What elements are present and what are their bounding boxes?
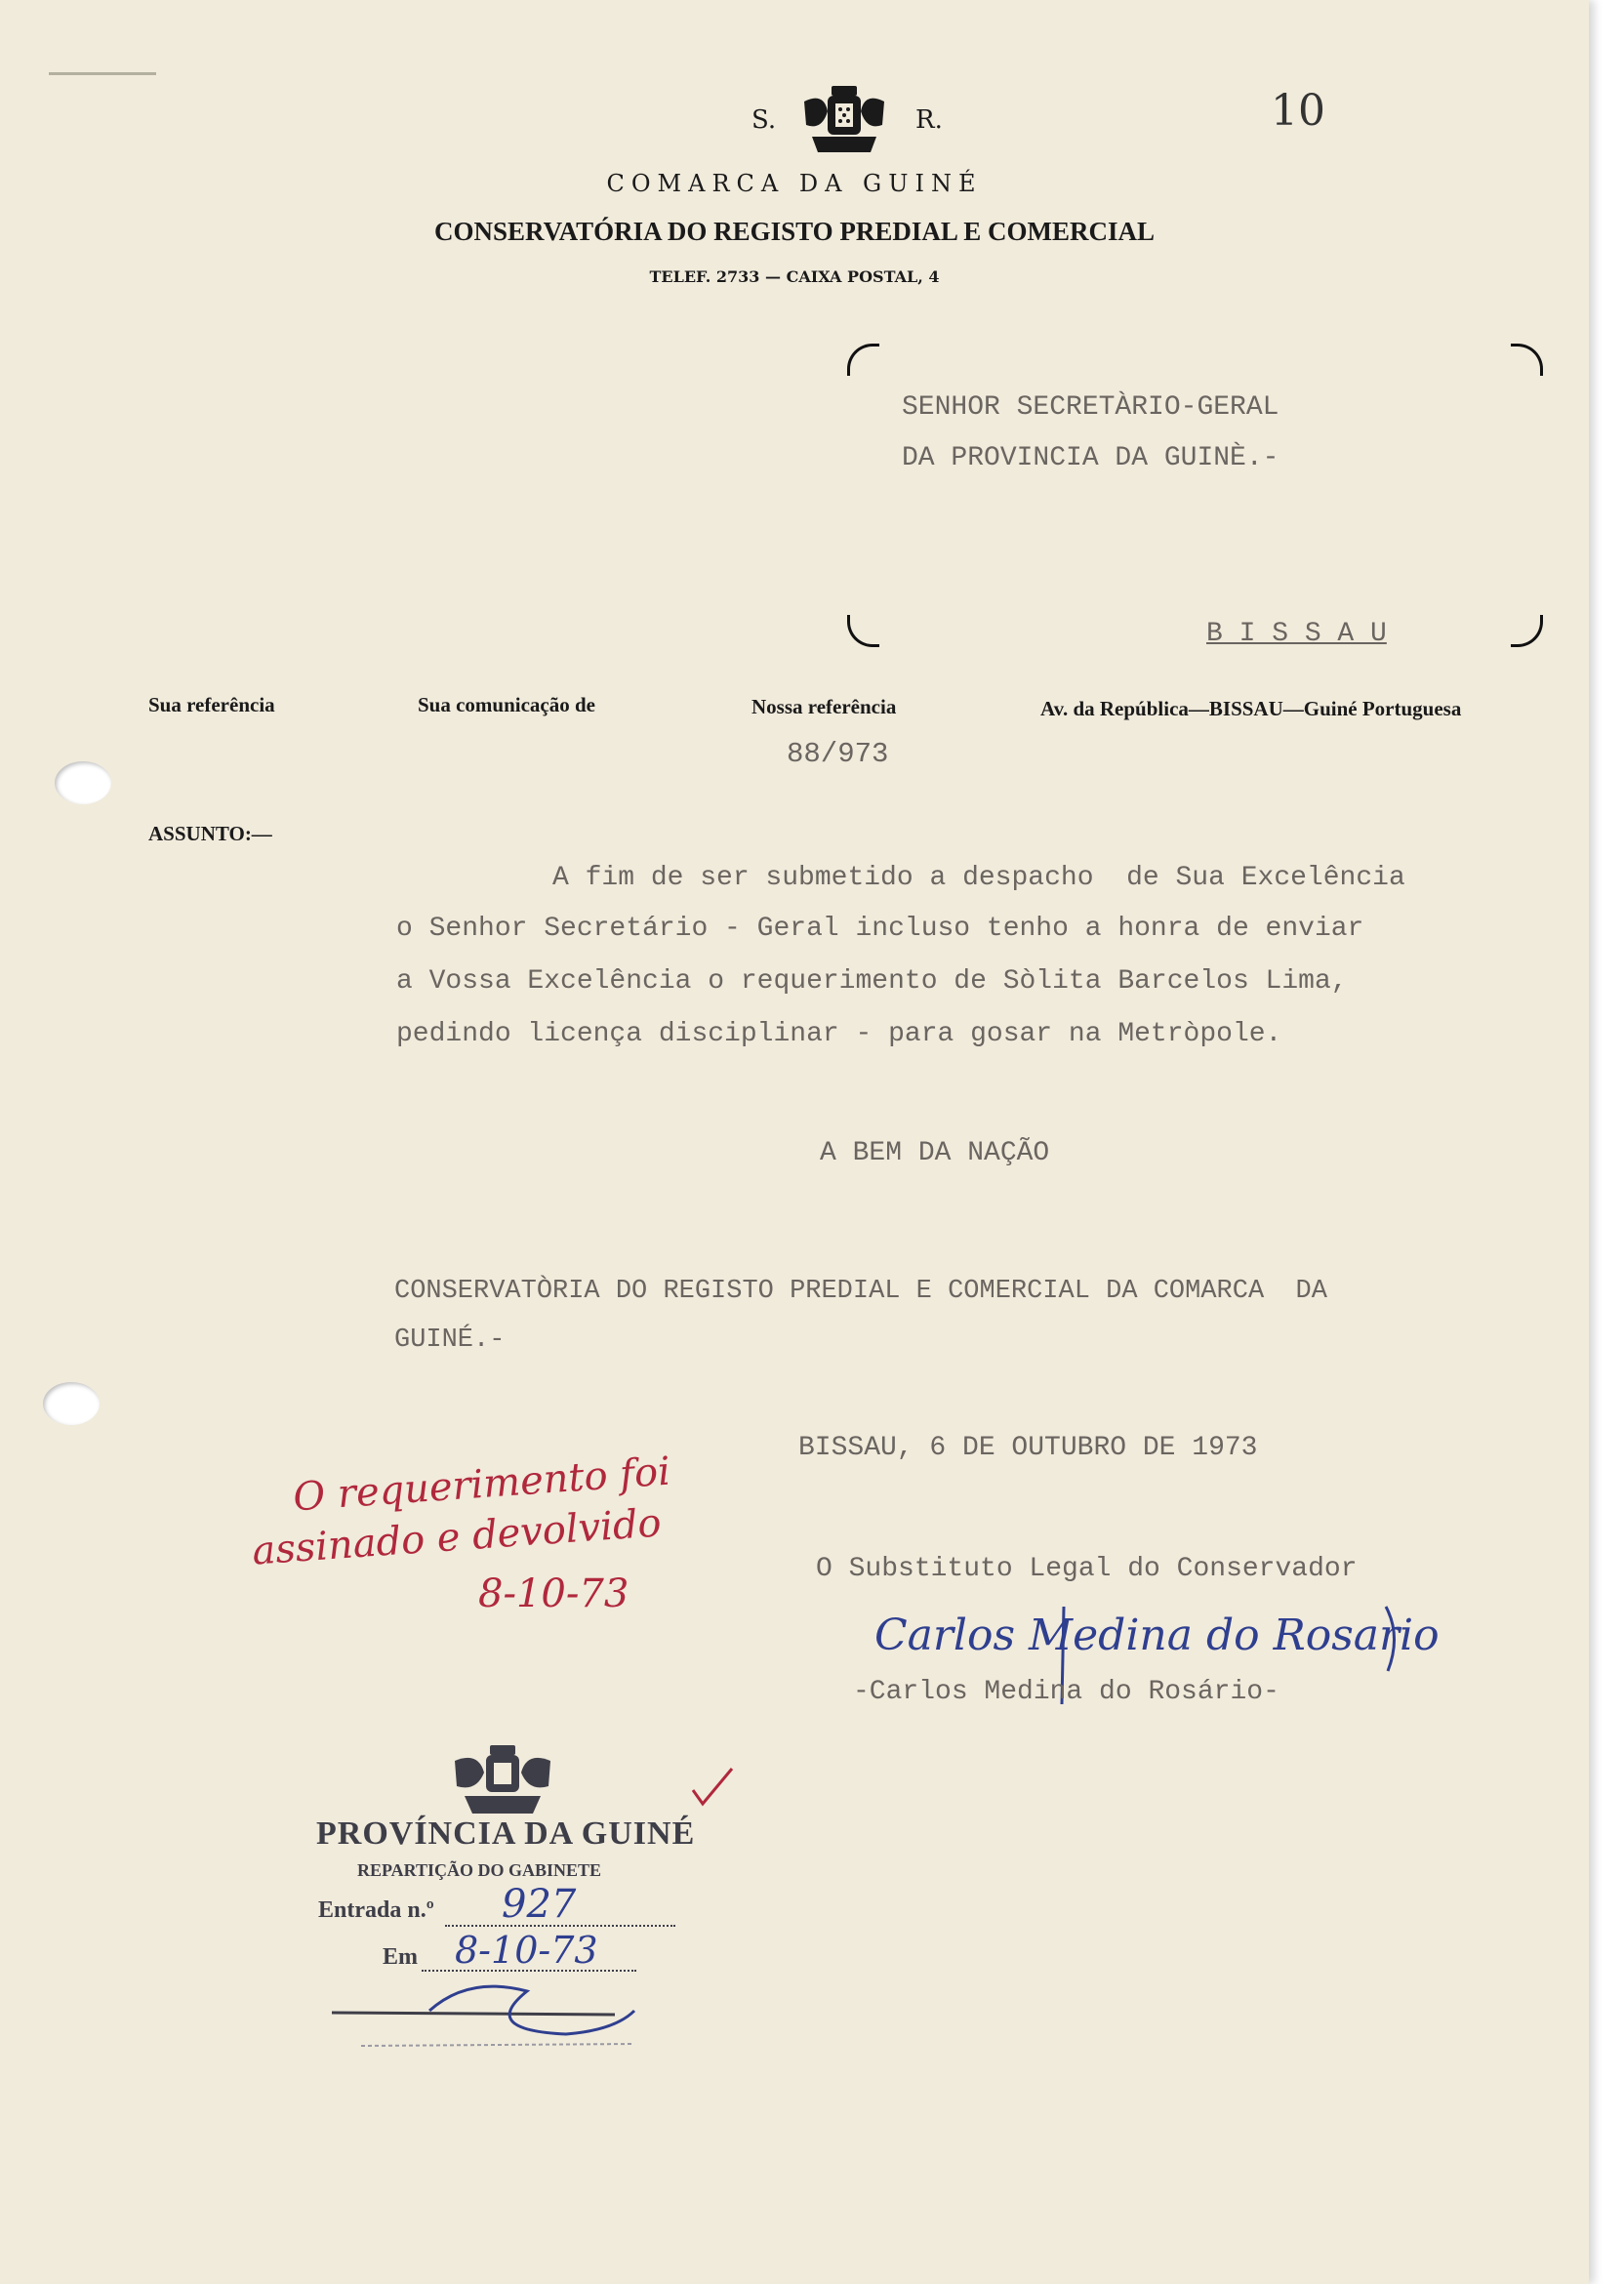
body-line-4: pedindo licença disciplinar - para gosar na Metròpole. xyxy=(396,1019,1282,1049)
sr-left: S. xyxy=(751,105,777,135)
stamp-title: PROVÍNCIA DA GUINÉ xyxy=(316,1815,696,1852)
check-mark-icon xyxy=(689,1765,736,1808)
stamp-em-label: Em xyxy=(383,1944,418,1970)
body-line-1: A fim de ser submetido a despacho de Sua Excelência xyxy=(552,863,1405,893)
stamp-initials-scribble xyxy=(322,1972,683,2050)
note-line-2: assinado e devolvido xyxy=(250,1500,664,1574)
corner-mark xyxy=(49,72,156,75)
office-contact: TELEF. 2733 — CAIXA POSTAL, 4 xyxy=(649,267,940,286)
window-corner-br xyxy=(1511,615,1543,647)
sua-comunicacao-label: Sua comunicação de xyxy=(418,693,596,716)
stamp-entrada-label: Entrada n.º xyxy=(318,1897,434,1923)
page-number: 10 xyxy=(1271,86,1325,136)
recipient-line-1: SENHOR SECRETÀRIO-GERAL xyxy=(902,392,1279,423)
stamp-entrada-value: 927 xyxy=(502,1882,577,1927)
window-corner-tr xyxy=(1511,344,1543,376)
stamp-emblem-icon xyxy=(451,1743,554,1817)
stamp-subtitle: REPARTIÇÃO DO GABINETE xyxy=(357,1860,602,1880)
comarca-title: COMARCA DA GUINÉ xyxy=(606,170,983,197)
stamp-em-value: 8-10-73 xyxy=(455,1929,598,1972)
punch-hole-top xyxy=(55,761,111,804)
window-corner-bl xyxy=(847,615,879,647)
office-title: CONSERVATÓRIA DO REGISTO PREDIAL E COMERCIAL xyxy=(434,217,1155,246)
punch-hole-bottom xyxy=(43,1382,100,1425)
date-line: BISSAU, 6 DE OUTUBRO DE 1973 xyxy=(798,1433,1258,1463)
note-line-3: 8-10-73 xyxy=(478,1571,629,1616)
signature: Carlos Medina do Rosario xyxy=(874,1611,1440,1660)
body-line-3: a Vossa Excelência o requerimento de Sòlita Barcelos Lima, xyxy=(396,966,1348,997)
sua-referencia-label: Sua referência xyxy=(148,693,275,716)
signatory-title: O Substituto Legal do Conservador xyxy=(816,1554,1358,1584)
closing-salutation: A BEM DA NAÇÃO xyxy=(820,1138,1050,1168)
office-address: Av. da República—BISSAU—Guiné Portuguesa xyxy=(1040,697,1462,720)
body-line-2: o Senhor Secretário - Geral incluso tenho a honra de enviar xyxy=(396,914,1364,944)
window-corner-tl xyxy=(847,344,879,376)
institution-line-1: CONSERVATÒRIA DO REGISTO PREDIAL E COMERCIAL DA COMARCA DA xyxy=(394,1277,1327,1306)
note-line-1: O requerimento foi xyxy=(291,1448,672,1521)
institution-line-2: GUINÉ.- xyxy=(394,1326,506,1355)
signatory-name: -Carlos Medina do Rosário- xyxy=(853,1677,1279,1707)
nossa-referencia-value: 88/973 xyxy=(787,738,889,770)
nossa-referencia-label: Nossa referência xyxy=(751,695,897,718)
recipient-city: B I S S A U xyxy=(1206,619,1387,649)
recipient-line-2: DA PROVINCIA DA GUINÈ.- xyxy=(902,443,1279,473)
sr-right: R. xyxy=(915,105,943,135)
coat-of-arms-icon xyxy=(802,82,886,156)
assunto-label: ASSUNTO:— xyxy=(148,822,272,845)
